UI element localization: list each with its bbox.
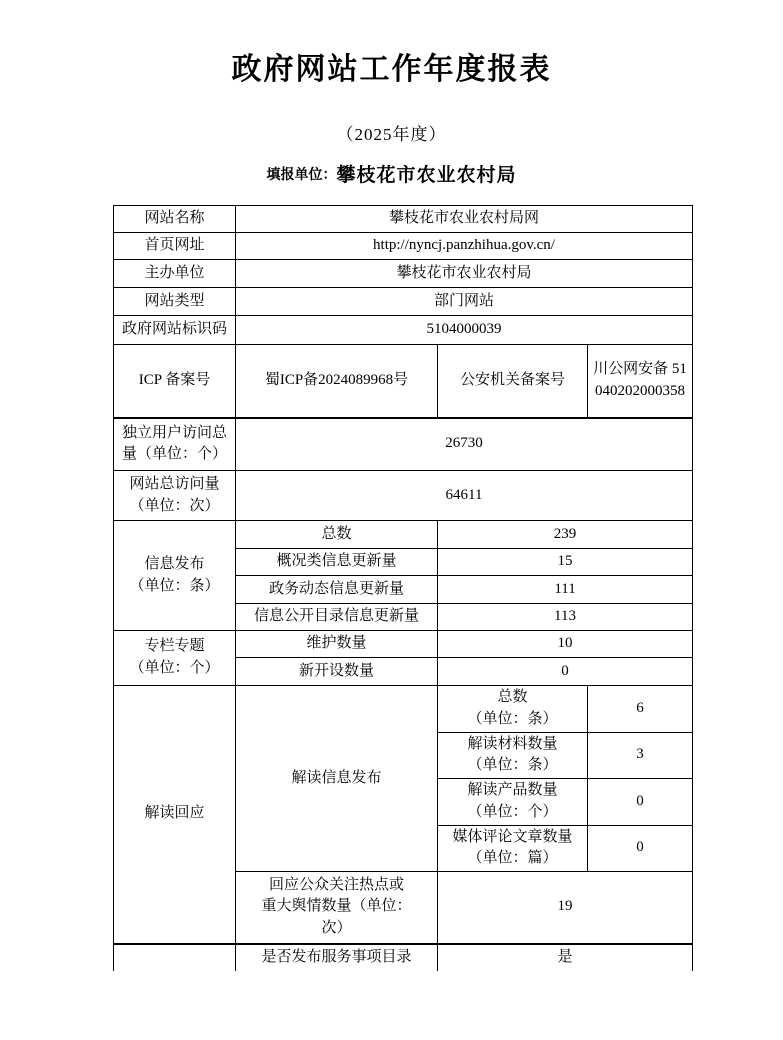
table-row [114, 944, 693, 971]
report-year: （2025年度） [336, 125, 447, 144]
info-directory-label: 信息公开目录信息更新量 [236, 604, 438, 631]
unique-users-value: 26730 [236, 418, 693, 471]
annual-report-table [113, 205, 693, 971]
sponsor-label: 主办单位 [114, 260, 236, 288]
police-filing-number: 川公网安备 51040202000358 [588, 345, 693, 418]
interp-products-value: 0 [588, 779, 693, 826]
filer-name: 攀枝花市农业农村局 [336, 165, 517, 186]
homepage-label: 首页网址 [114, 233, 236, 260]
columns-new-label: 新开设数量 [236, 658, 438, 686]
page-title: 政府网站工作年度报表 [231, 53, 552, 86]
table-row [114, 418, 693, 471]
table-row [114, 233, 693, 260]
table-row [114, 471, 693, 521]
table-row [114, 260, 693, 288]
interp-media-label: 媒体评论文章数量 （单位：篇） [438, 825, 588, 872]
icp-label: ICP 备案号 [114, 345, 236, 418]
info-total-label: 总数 [236, 521, 438, 549]
site-name-label: 网站名称 [114, 206, 236, 233]
info-overview-label: 概况类信息更新量 [236, 549, 438, 576]
table-row [114, 686, 693, 733]
interp-total-value: 6 [588, 686, 693, 733]
info-directory-value: 113 [438, 604, 693, 631]
total-visits-label: 网站总访问量 （单位：次） [114, 471, 236, 521]
table-row [114, 316, 693, 345]
filer-label: 填报单位： [266, 168, 337, 183]
site-type-value: 部门网站 [236, 288, 693, 316]
columns-new-value: 0 [438, 658, 693, 686]
interpretation-publish-label: 解读信息发布 [236, 686, 438, 872]
table-row [114, 631, 693, 658]
info-publish-group-label: 信息发布 （单位：条） [114, 521, 236, 631]
next-group-label-cell [114, 944, 236, 971]
interp-products-label: 解读产品数量 （单位：个） [438, 779, 588, 826]
public-response-label: 回应公众关注热点或 重大舆情数量（单位： 次） [236, 872, 438, 944]
site-type-label: 网站类型 [114, 288, 236, 316]
unique-users-label: 独立用户访问总 量（单位：个） [114, 418, 236, 471]
police-filing-label: 公安机关备案号 [438, 345, 588, 418]
site-code-label: 政府网站标识码 [114, 316, 236, 345]
service-directory-value: 是 [438, 944, 693, 971]
interpretation-group-label: 解读回应 [114, 686, 236, 944]
interp-media-value: 0 [588, 825, 693, 872]
table-row [114, 206, 693, 233]
info-total-value: 239 [438, 521, 693, 549]
homepage-url: http://nyncj.panzhihua.gov.cn/ [236, 233, 693, 260]
public-response-value: 19 [438, 872, 693, 944]
table-row [114, 521, 693, 549]
info-dynamics-value: 111 [438, 576, 693, 604]
filer-line [0, 160, 783, 187]
info-overview-value: 15 [438, 549, 693, 576]
interp-materials-label: 解读材料数量 （单位：条） [438, 732, 588, 779]
info-dynamics-label: 政务动态信息更新量 [236, 576, 438, 604]
columns-maintained-value: 10 [438, 631, 693, 658]
site-code-value: 5104000039 [236, 316, 693, 345]
special-columns-group-label: 专栏专题 （单位：个） [114, 631, 236, 686]
table-row [114, 288, 693, 316]
total-visits-value: 64611 [236, 471, 693, 521]
service-directory-label: 是否发布服务事项目录 [236, 944, 438, 971]
icp-number: 蜀ICP备2024089968号 [236, 345, 438, 418]
interp-total-label: 总数 （单位：条） [438, 686, 588, 733]
table-row [114, 345, 693, 418]
site-name-value: 攀枝花市农业农村局网 [236, 206, 693, 233]
columns-maintained-label: 维护数量 [236, 631, 438, 658]
sponsor-value: 攀枝花市农业农村局 [236, 260, 693, 288]
interp-materials-value: 3 [588, 732, 693, 779]
